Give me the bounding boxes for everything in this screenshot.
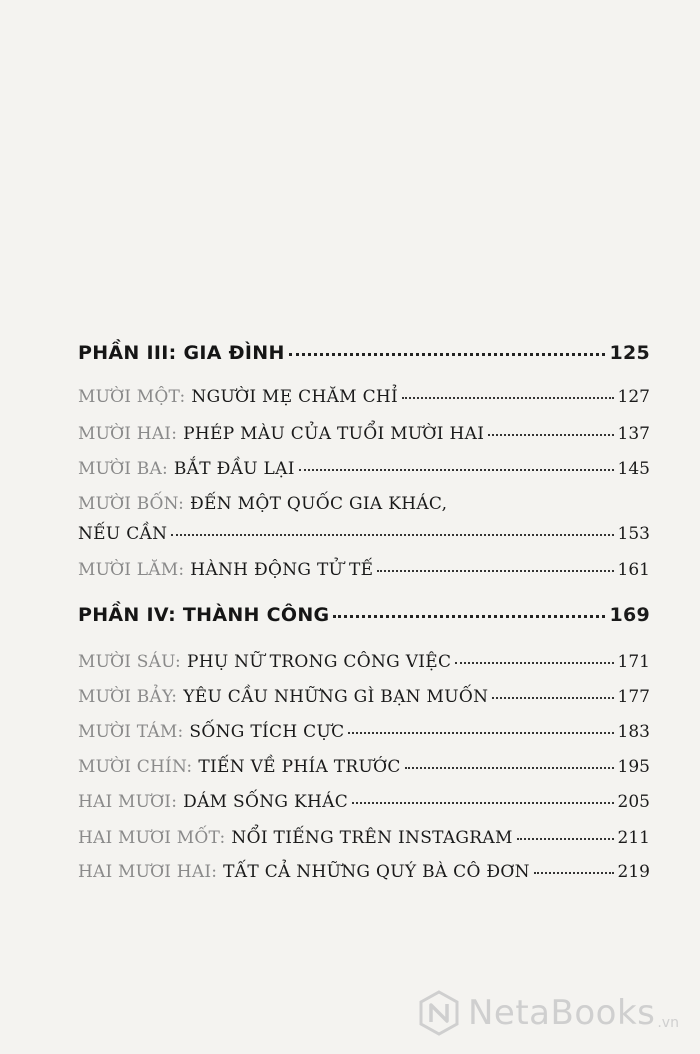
chapter-number: MƯỜI CHÍN: [78,757,193,777]
part-title: PHẦN IV: THÀNH CÔNG [78,604,330,626]
chapter-title: PHÉP MÀU CỦA TUỔI MƯỜI HAI [183,424,485,444]
chapter-title-continued: NẾU CẦN [78,524,168,544]
chapter-number: HAI MƯƠI: [78,792,178,812]
page-number: 219 [617,862,650,882]
chapter-number: MƯỜI HAI: [78,424,178,444]
chapter-number: MƯỜI BA: [78,459,168,479]
chapter-number: MƯỜI LĂM: [78,560,185,580]
part-title: PHẦN III: GIA ĐÌNH [78,342,285,364]
page-number: 127 [617,387,650,407]
leader-dots [488,434,613,436]
page-number: 177 [617,687,650,707]
chapter-number: MƯỜI TÁM: [78,722,184,742]
toc-entry-continuation [78,524,650,544]
page-number: 205 [617,792,650,812]
toc-entry [78,828,650,848]
toc-entry [78,722,650,742]
toc-entry-first-line [78,494,447,514]
page-number: 145 [617,459,650,479]
chapter-number: MƯỜI BỐN: [78,494,185,514]
leader-dots [492,697,613,699]
leader-dots [517,838,614,840]
page-number: 171 [617,652,650,672]
chapter-title: NGƯỜI MẸ CHĂM CHỈ [191,387,399,407]
leader-dots [333,615,605,618]
page-number: 125 [609,342,650,364]
part-heading [78,604,650,626]
leader-dots [299,469,614,471]
part-heading [78,342,650,364]
toc-entry [78,459,650,479]
watermark-suffix: .vn [657,1015,679,1031]
leader-dots [348,732,613,734]
leader-dots [405,767,614,769]
chapter-title: ĐẾN MỘT QUỐC GIA KHÁC, [190,494,448,514]
chapter-number: MƯỜI MỘT: [78,387,186,407]
page-number: 211 [617,828,650,848]
chapter-number: HAI MƯƠI HAI: [78,862,218,882]
chapter-number: MƯỜI SÁU: [78,652,181,672]
toc-entry [78,424,650,444]
chapter-number: MƯỜI BẢY: [78,687,178,707]
watermark-brand: NetaBooks [468,993,656,1033]
page-number: 137 [617,424,650,444]
toc-entry [78,387,650,407]
page-number: 153 [617,524,650,544]
page-number: 169 [609,604,650,626]
chapter-title: NỔI TIẾNG TRÊN INSTAGRAM [231,828,513,848]
leader-dots [377,570,613,572]
leader-dots [534,872,614,874]
toc-entry [78,792,650,812]
toc-entry [78,757,650,777]
chapter-title: SỐNG TÍCH CỰC [189,722,345,742]
chapter-number: HAI MƯƠI MỐT: [78,828,226,848]
leader-dots [352,802,614,804]
toc-entry [78,862,650,882]
leader-dots [402,397,614,399]
chapter-title: DÁM SỐNG KHÁC [183,792,349,812]
chapter-title: BẮT ĐẦU LẠI [173,459,295,479]
page-number: 183 [617,722,650,742]
toc-entry [78,560,650,580]
leader-dots [171,534,613,536]
page-number: 161 [617,560,650,580]
leader-dots [455,662,613,664]
chapter-title: TIẾN VỀ PHÍA TRƯỚC [198,757,401,777]
chapter-title: TẤT CẢ NHỮNG QUÝ BÀ CÔ ĐƠN [223,862,530,882]
netabooks-watermark [418,990,679,1036]
page-number: 195 [617,757,650,777]
chapter-title: HÀNH ĐỘNG TỬ TẾ [190,560,374,580]
toc-entry [78,652,650,672]
chapter-title: PHỤ NỮ TRONG CÔNG VIỆC [186,652,452,672]
leader-dots [289,353,606,356]
chapter-title: YÊU CẦU NHỮNG GÌ BẠN MUỐN [183,687,489,707]
toc-entry [78,687,650,707]
netabooks-logo-icon [418,990,460,1036]
